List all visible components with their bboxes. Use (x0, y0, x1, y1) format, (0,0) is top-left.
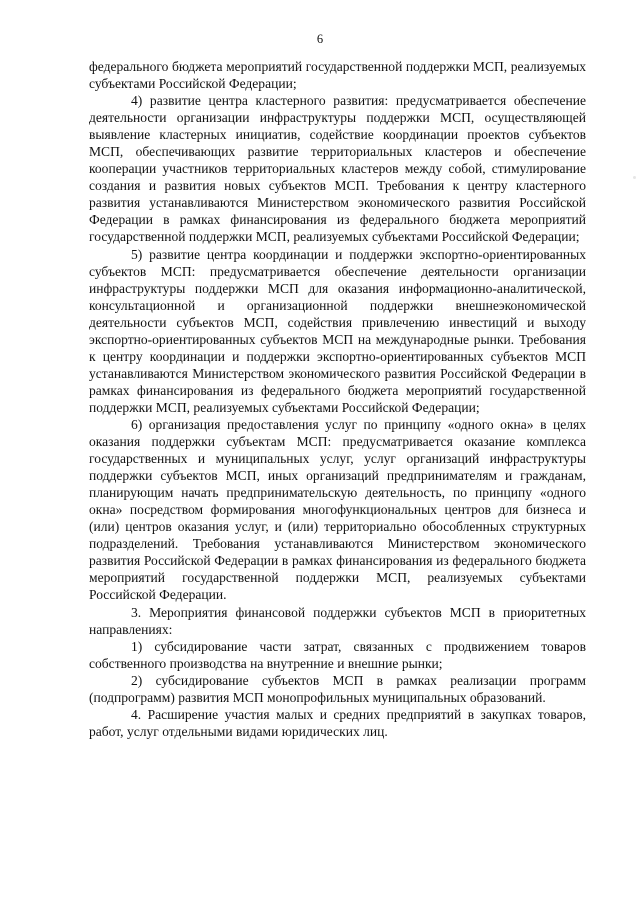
paragraph-subitem-1-subsidies: 1) субсидирование части затрат, связанных с продвижением товаров собственного производства на внутренние и внешние рынки; (89, 638, 586, 671)
paragraph-item-4-cluster-center: 4) развитие центра кластерного развития: предусматривается обеспечение деятельности организации инфраструктуры поддержки МСП, осуществляющей выявление кластерных инициатив, содействие координации проектов субъектов МСП, обеспечивающих развитие территориальных кластеров и обеспечение кооперации участников территориальных кластеров между собой, стимулирование создания и развития новых субъектов МСП. Требования к центру кластерного развития устанавливаются Министерством экономического развития Российской Федерации в рамках финансирования из федерального бюджета мероприятий государственной поддержки МСП, реализуемых субъектами Российской Федерации; (89, 93, 586, 245)
paragraph-section-3-financial-support: 3. Мероприятия финансовой поддержки субъектов МСП в приоритетных направлениях: (89, 604, 586, 637)
page-number: 6 (316, 32, 324, 46)
paragraph-item-6-one-window: 6) организация предоставления услуг по принципу «одного окна» в целях оказания поддержки субъектам МСП: предусматривается оказание комплекса государственных и муниципальных услуг, услуг организаций инфраструктуры поддержки субъектов МСП, иных организаций предпринимателям и гражданам, планирующим начать предпринимательскую деятельность, по принципу «одного окна» посредством формирования многофункциональных центров для бизнеса и (или) центров оказания услуг, и (или) территориально обособленных структурных подразделений. Требования устанавливаются Министерством экономического развития Российской Федерации в рамках финансирования из федерального бюджета мероприятий государственной поддержки МСП, реализуемых субъектами Российской Федерации. (89, 416, 586, 603)
paragraph-subitem-2-subsidies: 2) субсидирование субъектов МСП в рамках реализации программ (подпрограмм) развития МСП монопрофильных муниципальных образований. (89, 672, 586, 705)
document-body (89, 58, 586, 740)
scan-speck (633, 176, 636, 179)
paragraph-section-4-procurement: 4. Расширение участия малых и средних предприятий в закупках товаров, работ, услуг отдельными видами юридических лиц. (89, 706, 586, 739)
paragraph-item-5-export-center: 5) развитие центра координации и поддержки экспортно-ориентированных субъектов МСП: предусматривается обеспечение деятельности организации инфраструктуры поддержки МСП для оказания информационно-аналитической, консультационной и организационной поддержки внешнеэкономической деятельности субъектов МСП, содействия привлечению инвестиций и выходу экспортно-ориентированных субъектов МСП на международные рынки. Требования к центру координации и поддержки экспортно-ориентированных субъектов МСП устанавливаются Министерством экономического развития Российской Федерации в рамках финансирования из федерального бюджета мероприятий государственной поддержки МСП, реализуемых субъектами Российской Федерации; (89, 246, 586, 415)
paragraph-continuation: федерального бюджета мероприятий государственной поддержки МСП, реализуемых субъектами Российской Федерации; (89, 59, 586, 92)
